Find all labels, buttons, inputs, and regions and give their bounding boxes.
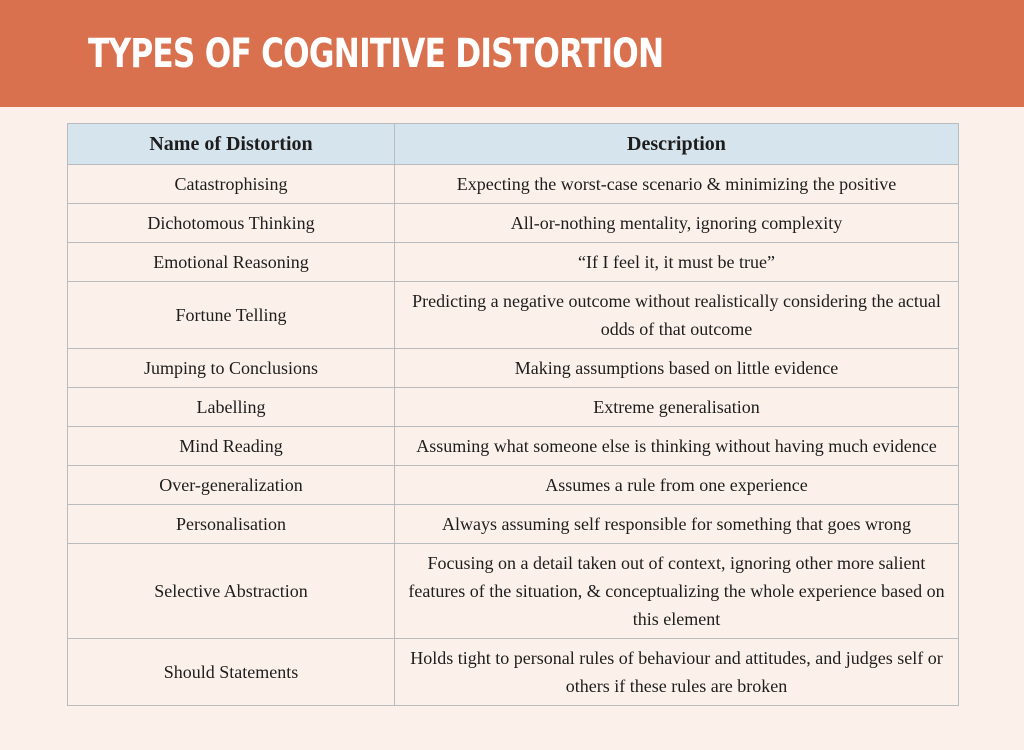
distortion-description: Holds tight to personal rules of behaviour and attitudes, and judges self or others if these rules are broken [395, 639, 959, 706]
distortion-name: Personalisation [68, 505, 395, 544]
distortion-description: Predicting a negative outcome without realistically considering the actual odds of that outcome [395, 282, 959, 349]
distortion-name: Labelling [68, 388, 395, 427]
table-row [68, 544, 959, 639]
table-header-row [68, 124, 959, 165]
distortion-description: Expecting the worst-case scenario & minimizing the positive [395, 165, 959, 204]
table-row [68, 282, 959, 349]
distortion-name: Over-generalization [68, 466, 395, 505]
table-row [68, 466, 959, 505]
distortion-description: “If I feel it, it must be true” [395, 243, 959, 282]
column-header-name: Name of Distortion [68, 124, 395, 165]
column-header-description: Description [395, 124, 959, 165]
distortion-description: Assuming what someone else is thinking without having much evidence [395, 427, 959, 466]
table-row [68, 165, 959, 204]
distortion-table-container [67, 123, 958, 706]
table-row [68, 388, 959, 427]
distortion-name: Should Statements [68, 639, 395, 706]
table-row [68, 349, 959, 388]
table-row [68, 505, 959, 544]
distortion-name: Dichotomous Thinking [68, 204, 395, 243]
distortion-description: Focusing on a detail taken out of context, ignoring other more salient features of the situation, & conceptualizing the whole experience based on this element [395, 544, 959, 639]
distortion-name: Jumping to Conclusions [68, 349, 395, 388]
distortion-description: Extreme generalisation [395, 388, 959, 427]
distortion-name: Fortune Telling [68, 282, 395, 349]
table-row [68, 243, 959, 282]
distortion-name: Selective Abstraction [68, 544, 395, 639]
distortion-description: Making assumptions based on little evidence [395, 349, 959, 388]
distortion-description: All-or-nothing mentality, ignoring complexity [395, 204, 959, 243]
page-title: TYPES OF COGNITIVE DISTORTION [88, 31, 664, 77]
table-row [68, 427, 959, 466]
table-row [68, 639, 959, 706]
distortion-name: Catastrophising [68, 165, 395, 204]
distortion-description: Assumes a rule from one experience [395, 466, 959, 505]
distortion-table [67, 123, 959, 706]
distortion-name: Emotional Reasoning [68, 243, 395, 282]
table-row [68, 204, 959, 243]
title-banner [0, 0, 1024, 107]
distortion-description: Always assuming self responsible for something that goes wrong [395, 505, 959, 544]
distortion-name: Mind Reading [68, 427, 395, 466]
